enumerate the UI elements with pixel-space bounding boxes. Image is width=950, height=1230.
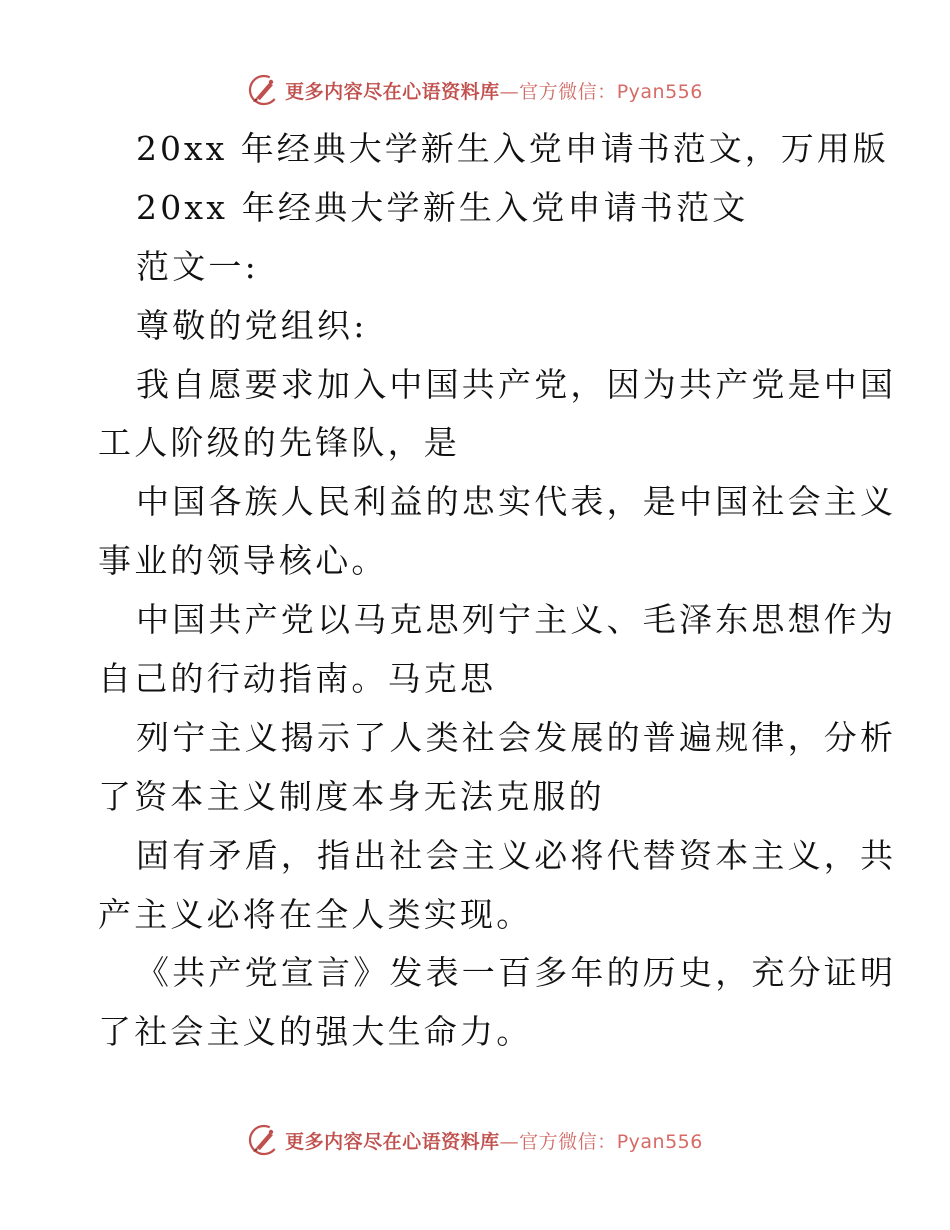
document-subtitle: 20xx 年经典大学新生入党申请书范文	[136, 187, 749, 227]
footer-wechat-label: 官方微信：	[519, 1130, 617, 1153]
header-separator: —	[499, 80, 520, 103]
footer-brand: 更多内容尽在心语资料库	[285, 1130, 500, 1153]
paragraph-line: 列宁主义揭示了人类社会发展的普遍规律，分析	[136, 717, 897, 757]
paragraph-line: 中国共产党以马克思列宁主义、毛泽东思想作为	[136, 600, 897, 640]
paragraph-line: 产主义必将在全人类实现。	[98, 894, 533, 934]
paragraph-line: 《共产党宣言》发表一百多年的历史，充分证明	[136, 953, 897, 993]
footer-separator: —	[499, 1130, 520, 1153]
paragraph-line: 工人阶级的先锋队，是	[98, 423, 460, 463]
header-account: Pyan556	[616, 80, 703, 103]
header-brand: 更多内容尽在心语资料库	[285, 80, 500, 103]
paragraph-line: 自己的行动指南。马克思	[98, 659, 497, 699]
paragraph-line: 我自愿要求加入中国共产党，因为共产党是中国	[136, 364, 897, 404]
section-label: 范文一:	[136, 246, 259, 286]
document-title: 20xx 年经典大学新生入党申请书范文，万用版	[136, 129, 889, 168]
quill-pen-icon	[247, 73, 281, 107]
header-wechat-label: 官方微信：	[519, 80, 617, 103]
paragraph-line: 了社会主义的强大生命力。	[98, 1012, 533, 1052]
header-banner	[0, 70, 950, 110]
paragraph-line: 中国各族人民利益的忠实代表，是中国社会主义	[136, 482, 897, 522]
salutation: 尊敬的党组织:	[136, 305, 368, 345]
paragraph-line: 事业的领导核心。	[98, 541, 388, 581]
quill-pen-icon	[247, 1123, 281, 1157]
footer-banner	[0, 1120, 950, 1160]
document-body	[98, 120, 897, 1062]
footer-account: Pyan556	[616, 1130, 703, 1153]
header-text	[285, 77, 703, 104]
paragraph-line: 固有矛盾，指出社会主义必将代替资本主义，共	[136, 835, 897, 875]
footer-text	[285, 1127, 703, 1154]
paragraph-line: 了资本主义制度本身无法克服的	[98, 776, 605, 816]
